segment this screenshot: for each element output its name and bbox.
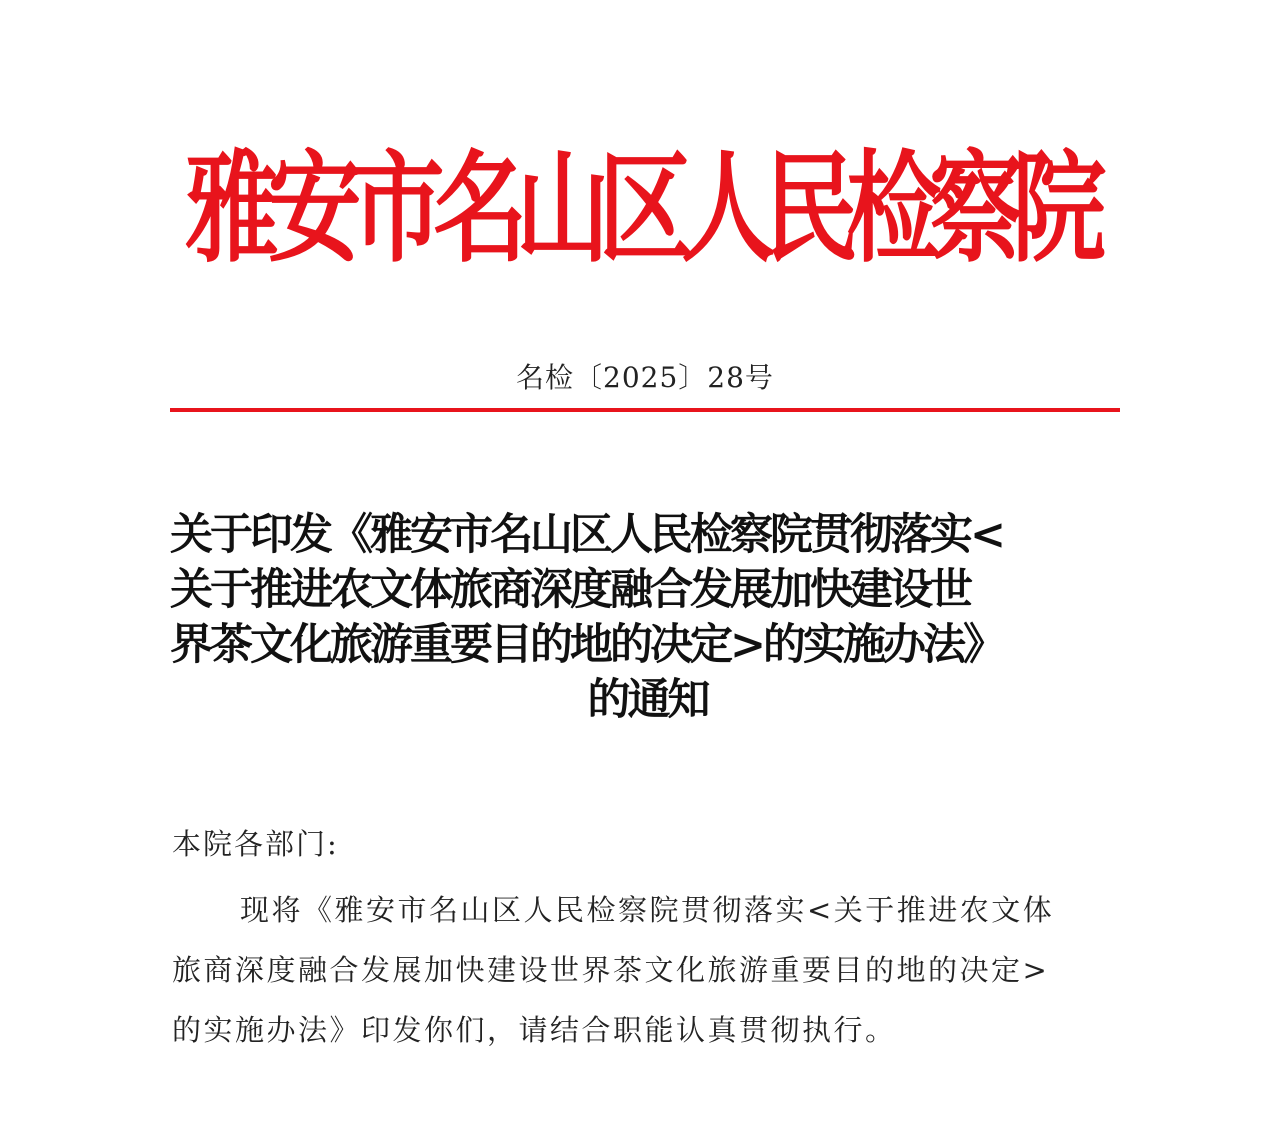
title-line: 关于推进农文体旅商深度融合发展加快建设世 bbox=[170, 565, 970, 615]
document-title bbox=[170, 508, 1125, 728]
organization-header bbox=[170, 138, 1110, 278]
body-paragraph bbox=[172, 880, 1132, 1060]
body-line: 现将《雅安市名山区人民检察院贯彻落实<关于推进农文体 bbox=[240, 893, 1055, 927]
red-divider-line bbox=[170, 408, 1120, 412]
title-line: 界茶文化旅游重要目的地的决定>的实施办法》 bbox=[170, 620, 1004, 670]
body-line: 的实施办法》印发你们，请结合职能认真贯彻执行。 bbox=[172, 1013, 897, 1047]
title-line: 的通知 bbox=[587, 675, 708, 725]
document-number: 名检〔2025〕28号 bbox=[516, 361, 774, 394]
organization-name: 雅安市名山区人民检察院 bbox=[185, 137, 1095, 279]
title-line: 关于印发《雅安市名山区人民检察院贯彻落实< bbox=[170, 510, 1004, 560]
body-line: 旅商深度融合发展加快建设世界茶文化旅游重要目的地的决定> bbox=[172, 953, 1050, 987]
salutation: 本院各部门: bbox=[172, 827, 339, 861]
